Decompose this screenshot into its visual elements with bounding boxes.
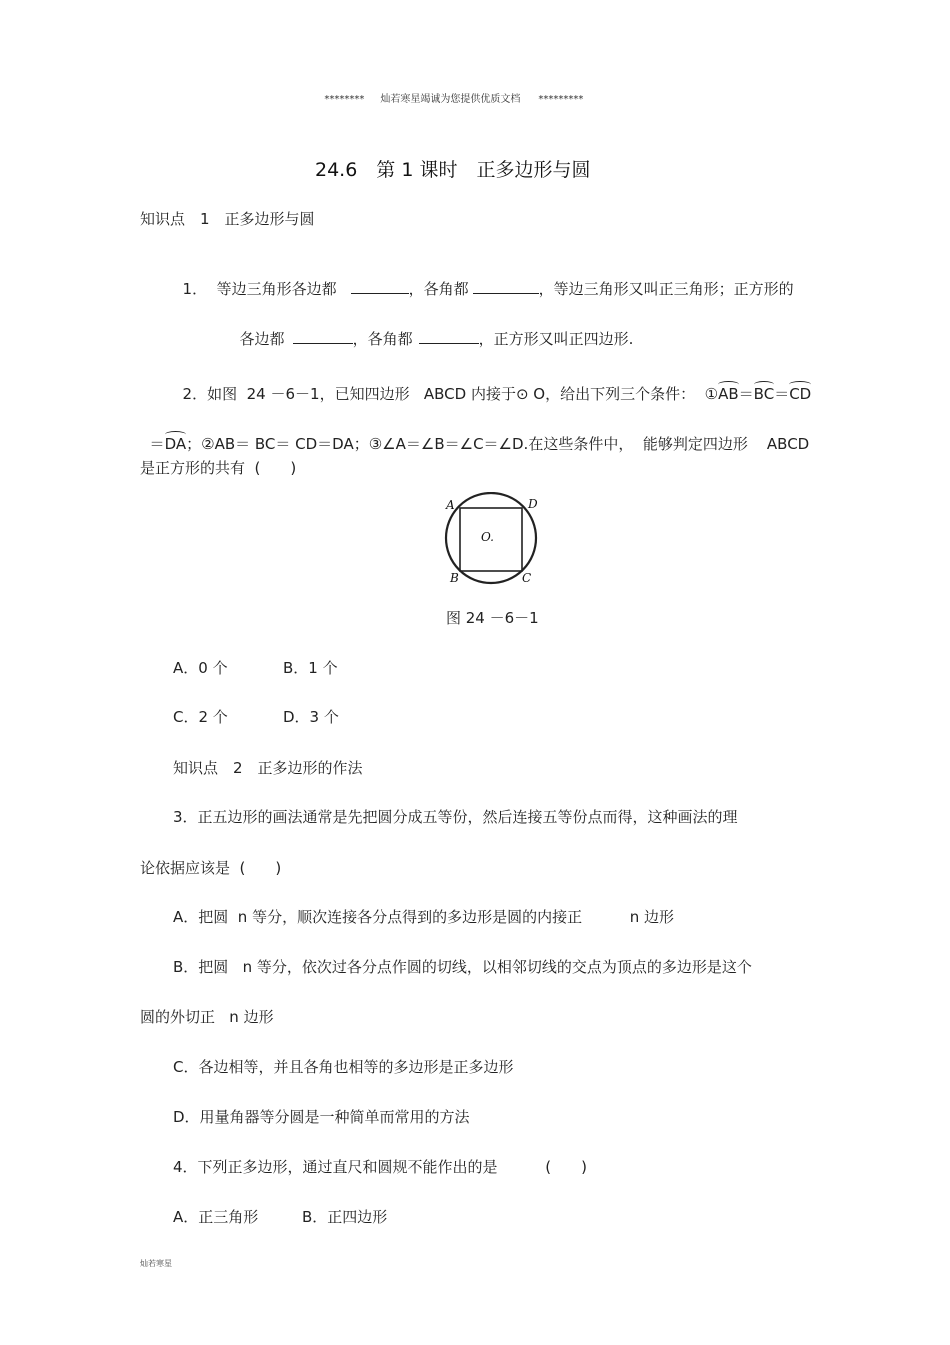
- q1-blank-3: [293, 328, 353, 344]
- page-footer: 灿若寒星: [140, 1259, 172, 1268]
- q2-eq-3: ＝: [149, 435, 165, 453]
- q1-blank-4: [419, 328, 479, 344]
- q4-line1: 4．下列正多边形，通过直尺和圆规不能作出的是 ( ): [173, 1158, 587, 1176]
- knowledge-point-1: 知识点 1 正多边形与圆: [140, 210, 315, 228]
- q2-line2-b: ；②AB＝ BC＝ CD＝DA；③∠A＝∠B＝∠C＝∠D.在这些条件中， 能够判定四边形 ABCD: [186, 435, 810, 453]
- label-a: A: [446, 498, 455, 512]
- q2-option-a: A．0 个: [173, 659, 228, 677]
- q2-line1-a: 2．如图 24 －6－1，已知四边形 ABCD 内接于⊙ O，给出下列三个条件： ①: [182, 385, 719, 403]
- q1-line1: [173, 258, 794, 299]
- arc-cd: CD: [789, 385, 812, 403]
- q2-option-b: B．1 个: [283, 659, 338, 677]
- q1-blank-1: [351, 278, 409, 294]
- arc-da: DA: [164, 435, 187, 453]
- q3-option-c: C．各边相等，并且各角也相等的多边形是正多边形: [173, 1058, 514, 1076]
- header-left-stars: ********: [324, 94, 365, 105]
- q3-option-a: A．把圆 n 等分，顺次连接各分点得到的多边形是圆的内接正 n 边形: [173, 908, 675, 926]
- q4-option-a: A．正三角形: [173, 1208, 259, 1226]
- label-o: O.: [481, 530, 494, 544]
- q3-option-b-line2: 圆的外切正 n 边形: [140, 1008, 274, 1026]
- q1-line1-c: ，等边三角形又叫正三角形；正方形的: [538, 280, 794, 298]
- header-right-stars: *********: [538, 94, 584, 105]
- q2-line1: [173, 364, 811, 404]
- q3-line1: 3．正五边形的画法通常是先把圆分成五等份，然后连接五等份点而得，这种画法的理: [173, 808, 738, 826]
- page-title: 24.6 第 1 课时 正多边形与圆: [315, 159, 591, 181]
- q3-line2: 论依据应该是 ( ): [140, 859, 282, 877]
- q1-line1-b: ，各角都: [408, 280, 469, 298]
- q2-line3: 是正方形的共有 ( ): [140, 459, 297, 477]
- figure-caption: 图 24 －6－1: [446, 609, 539, 627]
- q2-option-c: C．2 个: [173, 708, 228, 726]
- q1-line2-b: ，各角都: [352, 330, 413, 348]
- q1-line1-a: 1． 等边三角形各边都: [182, 280, 337, 298]
- q1-line2-c: ，正方形又叫正四边形.: [478, 330, 634, 348]
- label-b: B: [450, 571, 459, 585]
- label-d: D: [528, 497, 538, 511]
- arc-bc: BC: [753, 385, 775, 403]
- q3-option-d: D．用量角器等分圆是一种简单而常用的方法: [173, 1108, 470, 1126]
- q1-line2-a: 各边都: [239, 330, 285, 348]
- q2-line2: [140, 414, 809, 454]
- arc-ab: AB: [718, 385, 739, 403]
- knowledge-point-2: 知识点 2 正多边形的作法: [173, 759, 363, 777]
- q2-option-d: D．3 个: [283, 708, 339, 726]
- q2-eq-2: ＝: [774, 385, 790, 403]
- figure-circle-square: [438, 492, 548, 592]
- q1-blank-2: [473, 278, 539, 294]
- q1-line2: [230, 308, 633, 349]
- q2-eq-1: ＝: [738, 385, 754, 403]
- q3-option-b-line1: B．把圆 n 等分，依次过各分点作圆的切线，以相邻切线的交点为顶点的多边形是这个: [173, 958, 752, 976]
- page-header: [318, 70, 583, 110]
- label-c: C: [522, 571, 532, 585]
- header-text: 灿若寒星竭诚为您提供优质文档: [380, 94, 521, 105]
- q4-option-b: B．正四边形: [302, 1208, 388, 1226]
